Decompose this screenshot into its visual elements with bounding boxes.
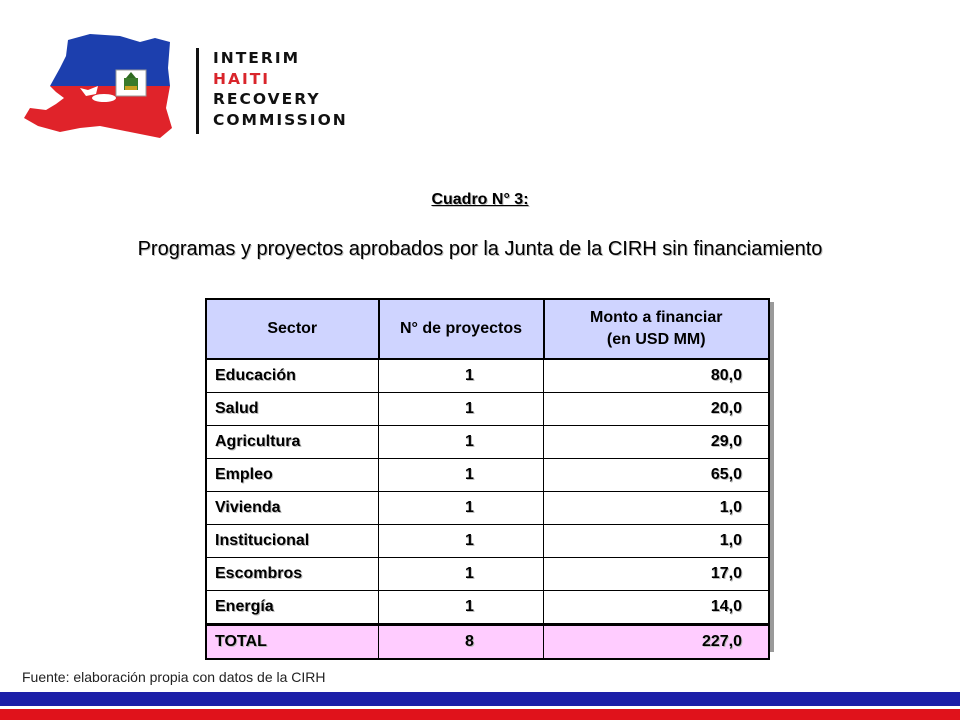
- cell-sector: Educación: [206, 359, 379, 393]
- cell-count: 1: [379, 558, 544, 591]
- header-sector: Sector: [206, 299, 379, 359]
- cell-sector: Empleo: [206, 459, 379, 492]
- cell-sector: Energía: [206, 591, 379, 625]
- table-subtitle: Programas y proyectos aprobados por la Junta de la CIRH sin financiamiento: [137, 238, 823, 260]
- ihrc-logo: [20, 28, 348, 148]
- logo-line-commission: COMMISSION: [213, 110, 348, 129]
- cell-sector: Agricultura: [206, 426, 379, 459]
- logo-wordmark: [213, 48, 348, 130]
- logo-divider: [196, 48, 199, 134]
- cell-amount: 1,0: [544, 525, 770, 558]
- cell-count: 1: [379, 525, 544, 558]
- header-count: N° de proyectos: [379, 299, 544, 359]
- table-row: [206, 525, 769, 558]
- table-row: [206, 492, 769, 525]
- cell-amount: 1,0: [544, 492, 770, 525]
- cell-count: 1: [379, 459, 544, 492]
- cell-sector: Institucional: [206, 525, 379, 558]
- cell-amount: 80,0: [544, 359, 770, 393]
- cell-amount: 29,0: [544, 426, 770, 459]
- cell-count: 1: [379, 492, 544, 525]
- total-amount: 227,0: [544, 625, 770, 660]
- cell-sector: Vivienda: [206, 492, 379, 525]
- table-row: [206, 591, 769, 625]
- header-amount: [544, 299, 770, 359]
- table-row: [206, 426, 769, 459]
- footer-stripe-blue: [0, 692, 960, 706]
- table-row: [206, 558, 769, 591]
- cell-count: 1: [379, 393, 544, 426]
- cell-count: 1: [379, 426, 544, 459]
- total-count: 8: [379, 625, 544, 660]
- source-note: Fuente: elaboración propia con datos de la CIRH: [22, 669, 326, 685]
- haiti-map-flag-icon: [20, 28, 190, 148]
- cell-amount: 17,0: [544, 558, 770, 591]
- logo-line-recovery: RECOVERY: [213, 90, 321, 108]
- cell-sector: Escombros: [206, 558, 379, 591]
- table-row: [206, 393, 769, 426]
- table-row: [206, 459, 769, 492]
- logo-line-haiti: HAITI: [213, 69, 271, 88]
- table-row: [206, 359, 769, 393]
- logo-line-interim: INTERIM: [213, 49, 301, 67]
- cell-count: 1: [379, 359, 544, 393]
- cell-amount: 65,0: [544, 459, 770, 492]
- table-total-row: [206, 625, 769, 660]
- total-label: TOTAL: [206, 625, 379, 660]
- footer-stripes: [0, 692, 960, 720]
- cell-count: 1: [379, 591, 544, 625]
- table-header-row: [206, 299, 769, 359]
- projects-table: [205, 298, 770, 660]
- header-amount-line1: Monto a financiar: [590, 309, 723, 326]
- footer-stripe-red: [0, 709, 960, 720]
- cell-amount: 20,0: [544, 393, 770, 426]
- header-amount-line2: (en USD MM): [606, 331, 706, 348]
- table-number-title: Cuadro N° 3:: [431, 191, 529, 208]
- cell-sector: Salud: [206, 393, 379, 426]
- cell-amount: 14,0: [544, 591, 770, 625]
